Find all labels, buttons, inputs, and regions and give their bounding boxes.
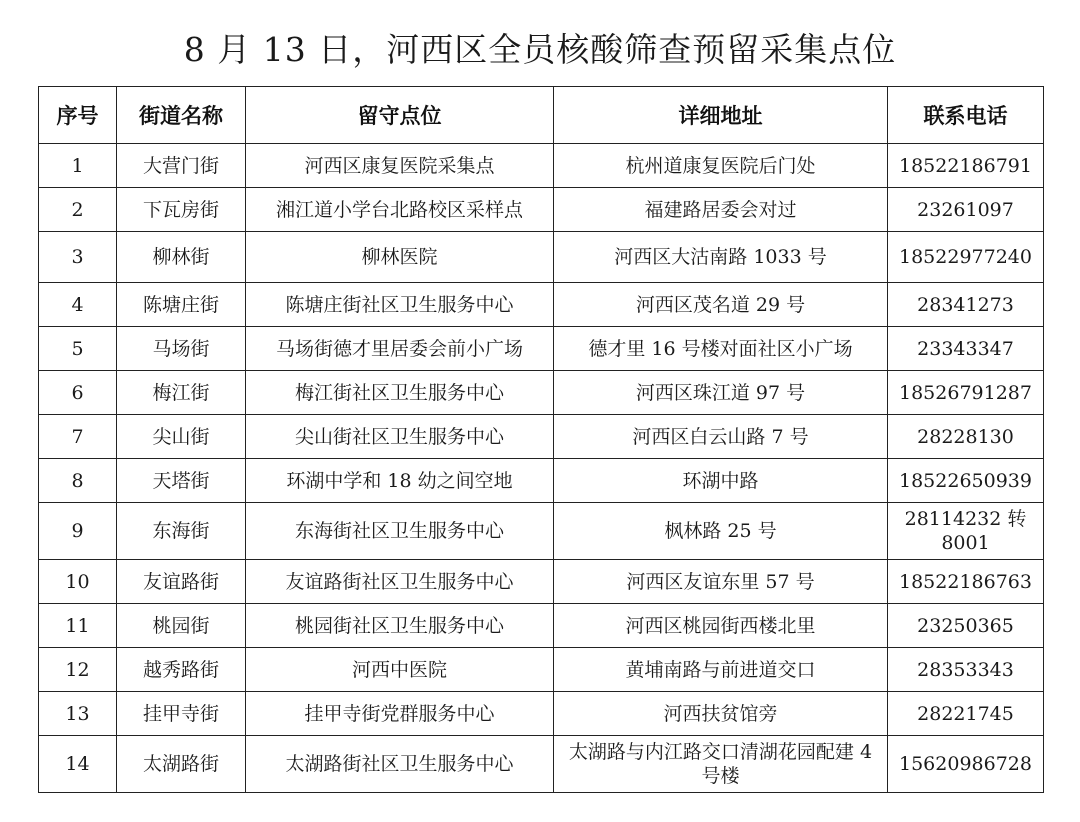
street-name: 马场街 [117, 327, 246, 371]
phone: 28353343 [888, 648, 1044, 692]
address: 河西区大沽南路 1033 号 [554, 232, 888, 283]
site-name: 河西中医院 [246, 648, 554, 692]
address: 河西扶贫馆旁 [554, 692, 888, 736]
table-row [39, 736, 1044, 793]
table-row [39, 283, 1044, 327]
site-name: 尖山街社区卫生服务中心 [246, 415, 554, 459]
site-name: 环湖中学和 18 幼之间空地 [246, 459, 554, 503]
site-name: 太湖路街社区卫生服务中心 [246, 736, 554, 793]
address: 福建路居委会对过 [554, 188, 888, 232]
phone: 28228130 [888, 415, 1044, 459]
table-row [39, 692, 1044, 736]
street-name: 越秀路街 [117, 648, 246, 692]
address: 枫林路 25 号 [554, 503, 888, 560]
site-name: 梅江街社区卫生服务中心 [246, 371, 554, 415]
row-number: 6 [39, 371, 117, 415]
row-number: 13 [39, 692, 117, 736]
address: 太湖路与内江路交口清湖花园配建 4 号楼 [554, 736, 888, 793]
row-number: 8 [39, 459, 117, 503]
address: 河西区茂名道 29 号 [554, 283, 888, 327]
phone: 23343347 [888, 327, 1044, 371]
address: 河西区友谊东里 57 号 [554, 560, 888, 604]
row-number: 1 [39, 144, 117, 188]
header-street-name: 街道名称 [117, 87, 246, 144]
table-row [39, 459, 1044, 503]
phone: 18522977240 [888, 232, 1044, 283]
row-number: 9 [39, 503, 117, 560]
site-name: 陈塘庄街社区卫生服务中心 [246, 283, 554, 327]
site-name: 马场街德才里居委会前小广场 [246, 327, 554, 371]
street-name: 挂甲寺街 [117, 692, 246, 736]
table-row [39, 503, 1044, 560]
table-row [39, 144, 1044, 188]
street-name: 陈塘庄街 [117, 283, 246, 327]
row-number: 5 [39, 327, 117, 371]
row-number: 4 [39, 283, 117, 327]
street-name: 梅江街 [117, 371, 246, 415]
header-site: 留守点位 [246, 87, 554, 144]
table-row [39, 232, 1044, 283]
table-row [39, 188, 1044, 232]
address: 德才里 16 号楼对面社区小广场 [554, 327, 888, 371]
collection-sites-table [38, 86, 1044, 793]
street-name: 东海街 [117, 503, 246, 560]
row-number: 14 [39, 736, 117, 793]
site-name: 挂甲寺街党群服务中心 [246, 692, 554, 736]
site-name: 河西区康复医院采集点 [246, 144, 554, 188]
site-name: 桃园街社区卫生服务中心 [246, 604, 554, 648]
phone: 18522650939 [888, 459, 1044, 503]
street-name: 下瓦房街 [117, 188, 246, 232]
phone: 18522186763 [888, 560, 1044, 604]
header-serial-number: 序号 [39, 87, 117, 144]
header-phone: 联系电话 [888, 87, 1044, 144]
phone: 28114232 转 8001 [888, 503, 1044, 560]
page-title: 8 月 13 日，河西区全员核酸筛查预留采集点位 [183, 30, 897, 69]
address: 河西区桃园街西楼北里 [554, 604, 888, 648]
phone: 28221745 [888, 692, 1044, 736]
row-number: 12 [39, 648, 117, 692]
phone: 23250365 [888, 604, 1044, 648]
table-row [39, 648, 1044, 692]
site-name: 湘江道小学台北路校区采样点 [246, 188, 554, 232]
table-row [39, 604, 1044, 648]
site-name: 柳林医院 [246, 232, 554, 283]
table-row [39, 415, 1044, 459]
row-number: 11 [39, 604, 117, 648]
table-header-row [39, 87, 1044, 144]
street-name: 尖山街 [117, 415, 246, 459]
phone: 15620986728 [888, 736, 1044, 793]
address: 河西区珠江道 97 号 [554, 371, 888, 415]
site-name: 东海街社区卫生服务中心 [246, 503, 554, 560]
site-name: 友谊路街社区卫生服务中心 [246, 560, 554, 604]
table-row [39, 371, 1044, 415]
row-number: 3 [39, 232, 117, 283]
row-number: 10 [39, 560, 117, 604]
street-name: 桃园街 [117, 604, 246, 648]
phone: 23261097 [888, 188, 1044, 232]
address: 杭州道康复医院后门处 [554, 144, 888, 188]
table-row [39, 327, 1044, 371]
table-row [39, 560, 1044, 604]
street-name: 太湖路街 [117, 736, 246, 793]
row-number: 7 [39, 415, 117, 459]
address: 黄埔南路与前进道交口 [554, 648, 888, 692]
header-address: 详细地址 [554, 87, 888, 144]
street-name: 天塔街 [117, 459, 246, 503]
street-name: 柳林街 [117, 232, 246, 283]
phone: 28341273 [888, 283, 1044, 327]
phone: 18526791287 [888, 371, 1044, 415]
street-name: 大营门街 [117, 144, 246, 188]
address: 环湖中路 [554, 459, 888, 503]
street-name: 友谊路街 [117, 560, 246, 604]
address: 河西区白云山路 7 号 [554, 415, 888, 459]
row-number: 2 [39, 188, 117, 232]
phone: 18522186791 [888, 144, 1044, 188]
